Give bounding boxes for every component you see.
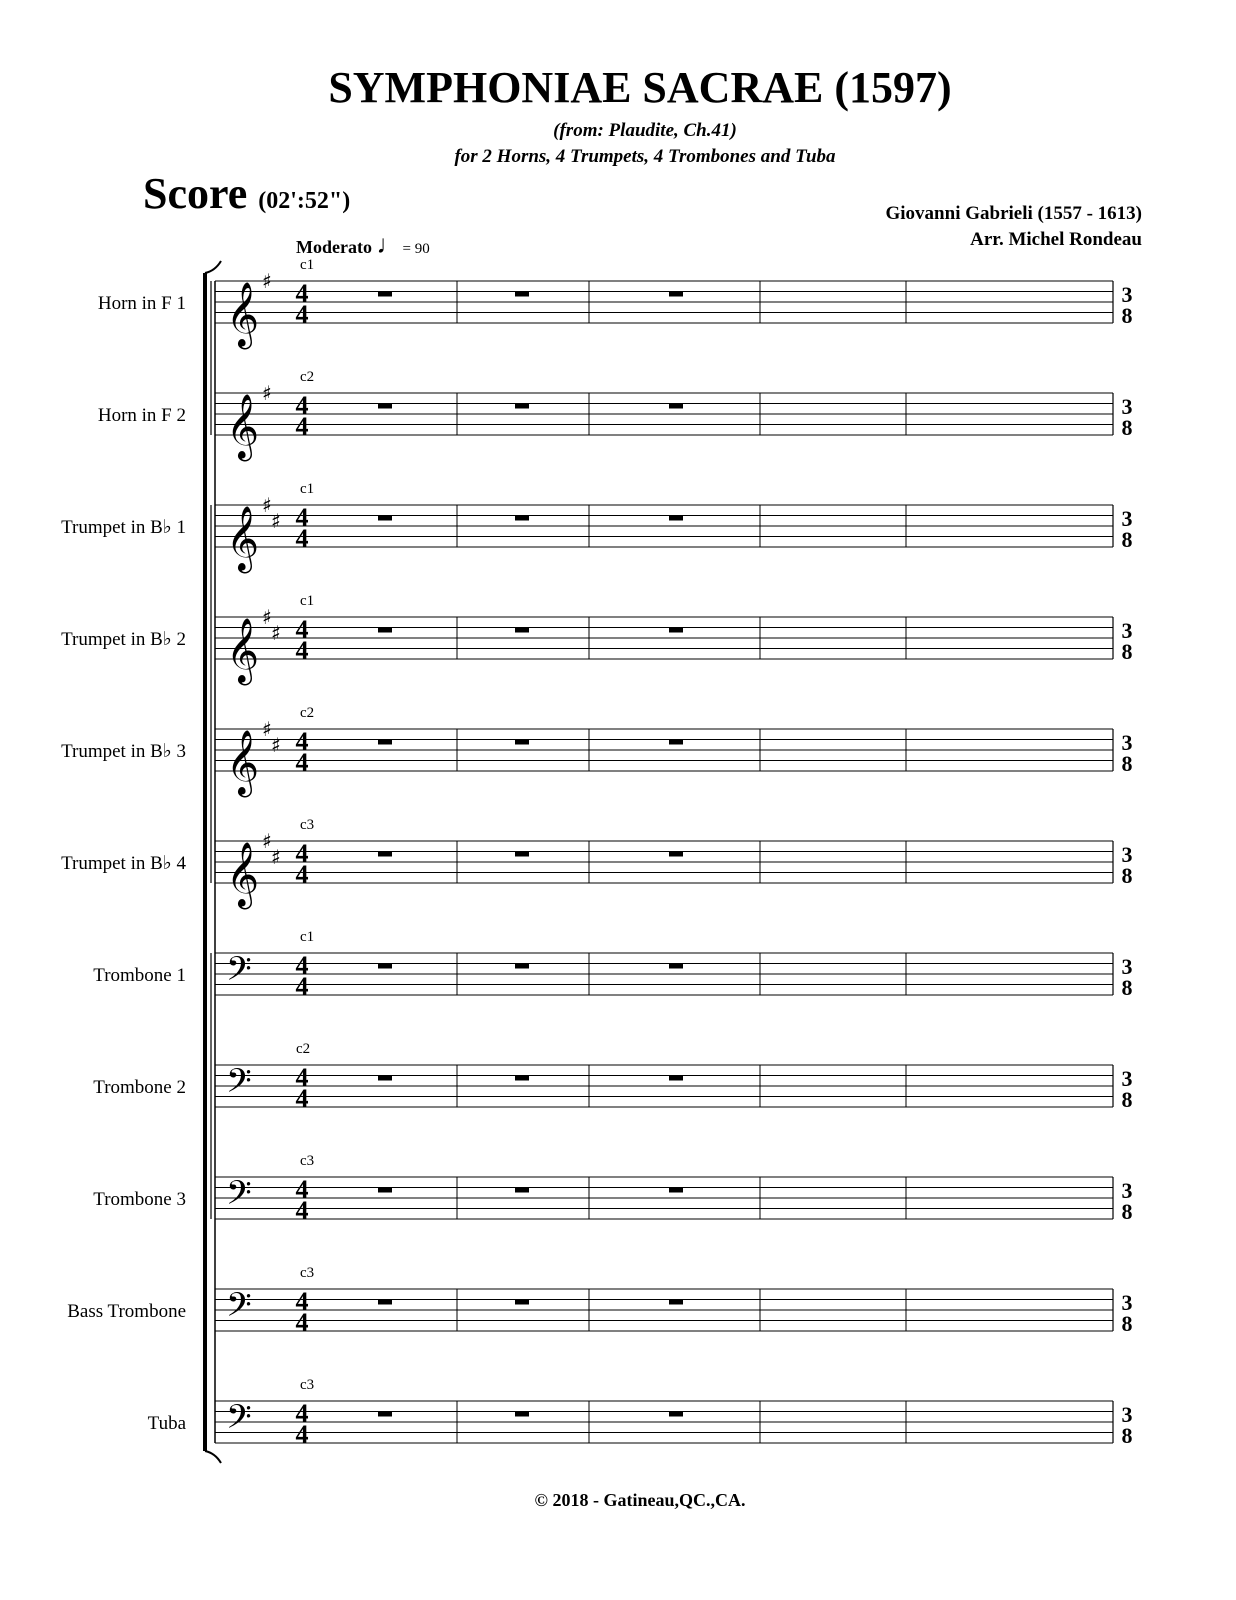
whole-rest-icon bbox=[378, 404, 392, 409]
whole-rest-icon bbox=[515, 852, 529, 857]
whole-rest-icon bbox=[515, 516, 529, 521]
bass-clef-icon: 𝄢 bbox=[226, 950, 252, 997]
tempo-marking: Moderato ♩= 90 bbox=[296, 230, 430, 259]
treble-clef-icon: 𝄞 bbox=[226, 730, 260, 795]
end-time-signature-denominator: 8 bbox=[1121, 527, 1133, 552]
end-time-signature-numerator: 3 bbox=[1121, 730, 1133, 755]
whole-rest-icon bbox=[378, 852, 392, 857]
whole-rest-icon bbox=[515, 1188, 529, 1193]
end-time-signature-numerator: 3 bbox=[1121, 506, 1133, 531]
arranger: Arr. Michel Rondeau bbox=[970, 229, 1142, 250]
whole-rest-icon bbox=[669, 516, 683, 521]
time-signature-numerator: 4 bbox=[295, 279, 309, 308]
end-time-signature-denominator: 8 bbox=[1121, 1087, 1133, 1112]
score-title: SYMPHONIAE SACRAE (1597) bbox=[328, 63, 952, 112]
whole-rest-icon bbox=[515, 964, 529, 969]
whole-rest-icon bbox=[515, 740, 529, 745]
time-signature-denominator: 4 bbox=[295, 300, 309, 329]
time-signature-denominator: 4 bbox=[295, 972, 309, 1001]
sharp-icon: ♯ bbox=[271, 844, 281, 869]
whole-rest-icon bbox=[378, 628, 392, 633]
whole-rest-icon bbox=[378, 1188, 392, 1193]
whole-rest-icon bbox=[378, 516, 392, 521]
instrument-name: Horn in F 2 bbox=[97, 405, 186, 426]
instrument-name: Tuba bbox=[147, 1413, 186, 1434]
end-time-signature-numerator: 3 bbox=[1121, 842, 1133, 867]
end-time-signature-denominator: 8 bbox=[1121, 639, 1133, 664]
treble-clef-icon: 𝄞 bbox=[226, 842, 260, 907]
whole-rest-icon bbox=[378, 1076, 392, 1081]
whole-rest-icon bbox=[669, 964, 683, 969]
whole-rest-icon bbox=[669, 1076, 683, 1081]
time-signature-numerator: 4 bbox=[295, 951, 309, 980]
sharp-icon: ♯ bbox=[262, 269, 272, 293]
duration: (02':52") bbox=[258, 188, 351, 214]
bracket-top-hook bbox=[205, 261, 221, 273]
whole-rest-icon bbox=[378, 292, 392, 297]
treble-clef-icon: 𝄞 bbox=[226, 394, 260, 459]
whole-rest-icon bbox=[515, 1300, 529, 1305]
time-signature-numerator: 4 bbox=[295, 391, 309, 420]
time-signature-numerator: 4 bbox=[295, 1399, 309, 1428]
instrument-name: Trombone 2 bbox=[93, 1077, 186, 1098]
instrument-name: Trumpet in B♭ 4 bbox=[61, 853, 186, 874]
choir-label: c2 bbox=[296, 1041, 311, 1057]
time-signature-denominator: 4 bbox=[295, 1196, 309, 1225]
choir-label: c3 bbox=[300, 1153, 315, 1169]
instrument-name: Bass Trombone bbox=[67, 1301, 186, 1322]
choir-label: c1 bbox=[300, 481, 315, 497]
end-time-signature-numerator: 3 bbox=[1121, 1066, 1133, 1091]
time-signature-denominator: 4 bbox=[295, 748, 309, 777]
sharp-icon: ♯ bbox=[262, 605, 272, 629]
whole-rest-icon bbox=[378, 1300, 392, 1305]
end-time-signature-numerator: 3 bbox=[1121, 618, 1133, 643]
time-signature-denominator: 4 bbox=[295, 860, 309, 889]
choir-label: c1 bbox=[300, 929, 315, 945]
bass-clef-icon: 𝄢 bbox=[226, 1398, 252, 1445]
treble-clef-icon: 𝄞 bbox=[226, 506, 260, 571]
time-signature-denominator: 4 bbox=[295, 412, 309, 441]
whole-rest-icon bbox=[515, 1076, 529, 1081]
bass-clef-icon: 𝄢 bbox=[226, 1062, 252, 1109]
whole-rest-icon bbox=[515, 1412, 529, 1417]
end-time-signature-denominator: 8 bbox=[1121, 751, 1133, 776]
time-signature-denominator: 4 bbox=[295, 1084, 309, 1113]
bracket-bottom-hook bbox=[205, 1451, 221, 1463]
whole-rest-icon bbox=[669, 1188, 683, 1193]
whole-rest-icon bbox=[669, 1300, 683, 1305]
time-signature-numerator: 4 bbox=[295, 727, 309, 756]
instrument-name: Trombone 1 bbox=[93, 965, 186, 986]
tempo-value: = 90 bbox=[402, 241, 430, 257]
choir-label: c2 bbox=[300, 369, 315, 385]
end-time-signature-numerator: 3 bbox=[1121, 394, 1133, 419]
choir-label: c1 bbox=[300, 257, 315, 273]
end-time-signature-denominator: 8 bbox=[1121, 1199, 1133, 1224]
time-signature-numerator: 4 bbox=[295, 839, 309, 868]
instrument-name: Trumpet in B♭ 3 bbox=[61, 741, 186, 762]
tempo-word: Moderato bbox=[296, 237, 372, 257]
end-time-signature-numerator: 3 bbox=[1121, 954, 1133, 979]
treble-clef-icon: 𝄞 bbox=[226, 282, 260, 347]
treble-clef-icon: 𝄞 bbox=[226, 618, 260, 683]
time-signature-numerator: 4 bbox=[295, 503, 309, 532]
instrument-name: Trombone 3 bbox=[93, 1189, 186, 1210]
time-signature-denominator: 4 bbox=[295, 1308, 309, 1337]
end-time-signature-numerator: 3 bbox=[1121, 282, 1133, 307]
whole-rest-icon bbox=[669, 1412, 683, 1417]
sharp-icon: ♯ bbox=[271, 732, 281, 757]
subtitle-instrumentation: for 2 Horns, 4 Trumpets, 4 Trombones and Tuba bbox=[454, 146, 836, 167]
sharp-icon: ♯ bbox=[262, 493, 272, 517]
whole-rest-icon bbox=[669, 628, 683, 633]
choir-label: c3 bbox=[300, 1377, 315, 1393]
time-signature-denominator: 4 bbox=[295, 636, 309, 665]
subtitle-source: (from: Plaudite, Ch.41) bbox=[553, 120, 737, 141]
sharp-icon: ♯ bbox=[262, 381, 272, 405]
whole-rest-icon bbox=[669, 852, 683, 857]
end-time-signature-denominator: 8 bbox=[1121, 1311, 1133, 1336]
whole-rest-icon bbox=[669, 292, 683, 297]
end-time-signature-numerator: 3 bbox=[1121, 1178, 1133, 1203]
sharp-icon: ♯ bbox=[262, 717, 272, 741]
end-time-signature-denominator: 8 bbox=[1121, 975, 1133, 1000]
whole-rest-icon bbox=[378, 740, 392, 745]
time-signature-numerator: 4 bbox=[295, 1175, 309, 1204]
sharp-icon: ♯ bbox=[271, 508, 281, 533]
choir-label: c2 bbox=[300, 705, 315, 721]
time-signature-numerator: 4 bbox=[295, 615, 309, 644]
choir-label: c1 bbox=[300, 593, 315, 609]
time-signature-numerator: 4 bbox=[295, 1063, 309, 1092]
bass-clef-icon: 𝄢 bbox=[226, 1174, 252, 1221]
instrument-name: Trumpet in B♭ 2 bbox=[61, 629, 186, 650]
instrument-name: Horn in F 1 bbox=[97, 293, 186, 314]
copyright-footer: © 2018 - Gatineau,QC.,CA. bbox=[534, 1490, 746, 1510]
time-signature-denominator: 4 bbox=[295, 1420, 309, 1449]
time-signature-denominator: 4 bbox=[295, 524, 309, 553]
whole-rest-icon bbox=[515, 292, 529, 297]
choir-label: c3 bbox=[300, 1265, 315, 1281]
instrument-name: Trumpet in B♭ 1 bbox=[61, 517, 186, 538]
score-word: Score bbox=[143, 169, 248, 218]
sharp-icon: ♯ bbox=[271, 620, 281, 645]
sharp-icon: ♯ bbox=[262, 829, 272, 853]
composer: Giovanni Gabrieli (1557 - 1613) bbox=[885, 203, 1142, 224]
whole-rest-icon bbox=[515, 628, 529, 633]
time-signature-numerator: 4 bbox=[295, 1287, 309, 1316]
end-time-signature-numerator: 3 bbox=[1121, 1290, 1133, 1315]
end-time-signature-denominator: 8 bbox=[1121, 303, 1133, 328]
end-time-signature-denominator: 8 bbox=[1121, 1423, 1133, 1448]
end-time-signature-denominator: 8 bbox=[1121, 415, 1133, 440]
choir-label: c3 bbox=[300, 817, 315, 833]
whole-rest-icon bbox=[515, 404, 529, 409]
whole-rest-icon bbox=[378, 964, 392, 969]
end-time-signature-numerator: 3 bbox=[1121, 1402, 1133, 1427]
whole-rest-icon bbox=[669, 740, 683, 745]
end-time-signature-denominator: 8 bbox=[1121, 863, 1133, 888]
whole-rest-icon bbox=[378, 1412, 392, 1417]
bass-clef-icon: 𝄢 bbox=[226, 1286, 252, 1333]
whole-rest-icon bbox=[669, 404, 683, 409]
